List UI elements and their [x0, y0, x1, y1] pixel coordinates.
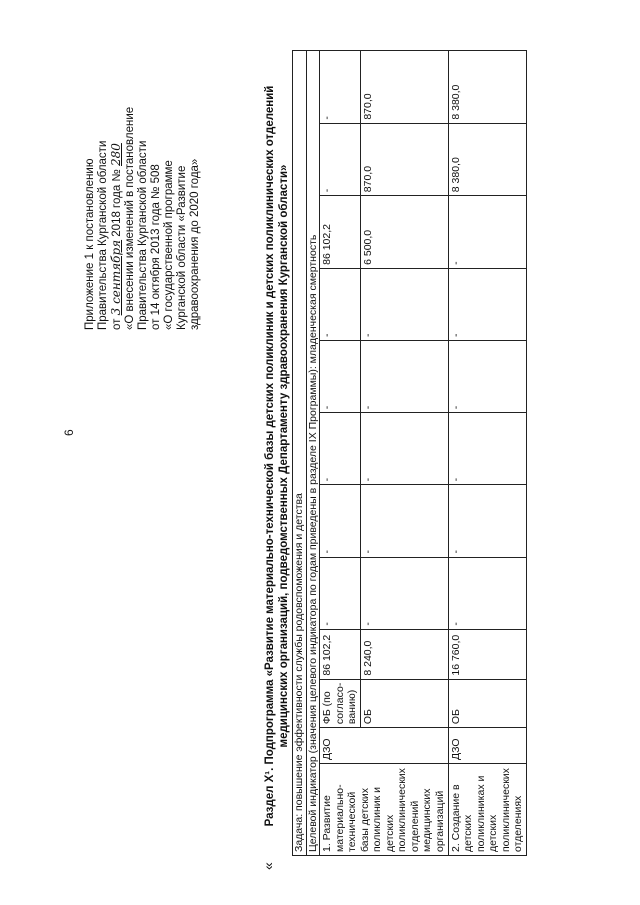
section-title: Раздел X¹. Подпрограмма «Развитие материально-технической базы детских поликлиник и детских поликлинических отделений медицинских организаций, подведомственных Департаменту здравоохранения Курганской области»: [264, 85, 290, 827]
funding-table: [292, 50, 527, 856]
appendix-date-line: [110, 70, 124, 330]
executor-cell: ДЗО: [448, 728, 526, 764]
source-cell: ОБ: [448, 679, 526, 727]
year-cell: -: [320, 413, 361, 485]
page-number: 6: [62, 429, 76, 436]
year-cell: -: [320, 341, 361, 413]
activity-cell: 1. Развитие материально-технической базы детских поликлиник и детских поликлинических отделений медицинских организаций: [320, 764, 449, 856]
appendix-line: Правительства Курганской области: [137, 140, 149, 330]
year-cell: -: [320, 123, 361, 196]
appendix-line: «О внесении изменений в постановление: [124, 106, 136, 330]
year-cell: -: [448, 557, 526, 629]
year-cell: -: [448, 341, 526, 413]
appendix-from: от: [111, 318, 123, 330]
year-cell: -: [448, 413, 526, 485]
total-cell: 8 240,0: [360, 629, 448, 679]
executor-cell: ДЗО: [320, 728, 449, 764]
open-quote: «: [260, 862, 276, 870]
appendix-year: 2018 года №: [111, 169, 123, 237]
year-cell: 86 102,2: [320, 196, 361, 269]
source-cell: ФБ (по согласо-ванию): [320, 679, 361, 727]
year-cell: -: [320, 268, 361, 340]
handwritten-date: 3 сентября: [109, 239, 123, 316]
indicator-text: Целевой индикатор (значения целевого индикатора по годам приведены в разделе IX Программы): младенческая смертность: [306, 51, 320, 856]
appendix-line: «О государственной программе: [163, 160, 175, 330]
year-cell: -: [448, 485, 526, 557]
indicator-row: [306, 51, 320, 856]
year-cell: -: [360, 268, 448, 340]
year-cell: -: [360, 485, 448, 557]
year-cell: 8 380,0: [448, 51, 526, 124]
year-cell: 8 380,0: [448, 123, 526, 196]
appendix-line: Правительства Курганской области: [97, 140, 109, 330]
year-cell: -: [448, 268, 526, 340]
appendix-line: Курганской области «Развитие: [176, 165, 188, 330]
appendix-block: [84, 70, 202, 330]
source-cell: ОБ: [360, 679, 448, 727]
appendix-line: здравоохранения до 2020 года»: [189, 158, 201, 330]
table-row: [448, 51, 526, 856]
task-row: [293, 51, 307, 856]
year-cell: 870,0: [360, 51, 448, 124]
year-cell: -: [448, 196, 526, 269]
activity-cell: 2. Создание в детских поликлиниках и детских поликлинических отделениях: [448, 764, 526, 856]
total-cell: 16 760,0: [448, 629, 526, 679]
appendix-line: от 14 октября 2013 года № 508: [150, 164, 162, 330]
year-cell: 6 500,0: [360, 196, 448, 269]
year-cell: -: [320, 485, 361, 557]
year-cell: -: [320, 51, 361, 124]
program-section: [262, 50, 592, 870]
total-cell: 86 102,2: [320, 629, 361, 679]
year-cell: 870,0: [360, 123, 448, 196]
year-cell: -: [320, 557, 361, 629]
year-cell: -: [360, 413, 448, 485]
task-text: Задача: повышение эффективности службы родовспоможения и детства: [293, 51, 307, 856]
appendix-line: Приложение 1 к постановлению: [84, 158, 96, 330]
handwritten-number: 280: [109, 143, 123, 166]
year-cell: -: [360, 557, 448, 629]
year-cell: -: [360, 341, 448, 413]
table-row: [320, 51, 361, 856]
